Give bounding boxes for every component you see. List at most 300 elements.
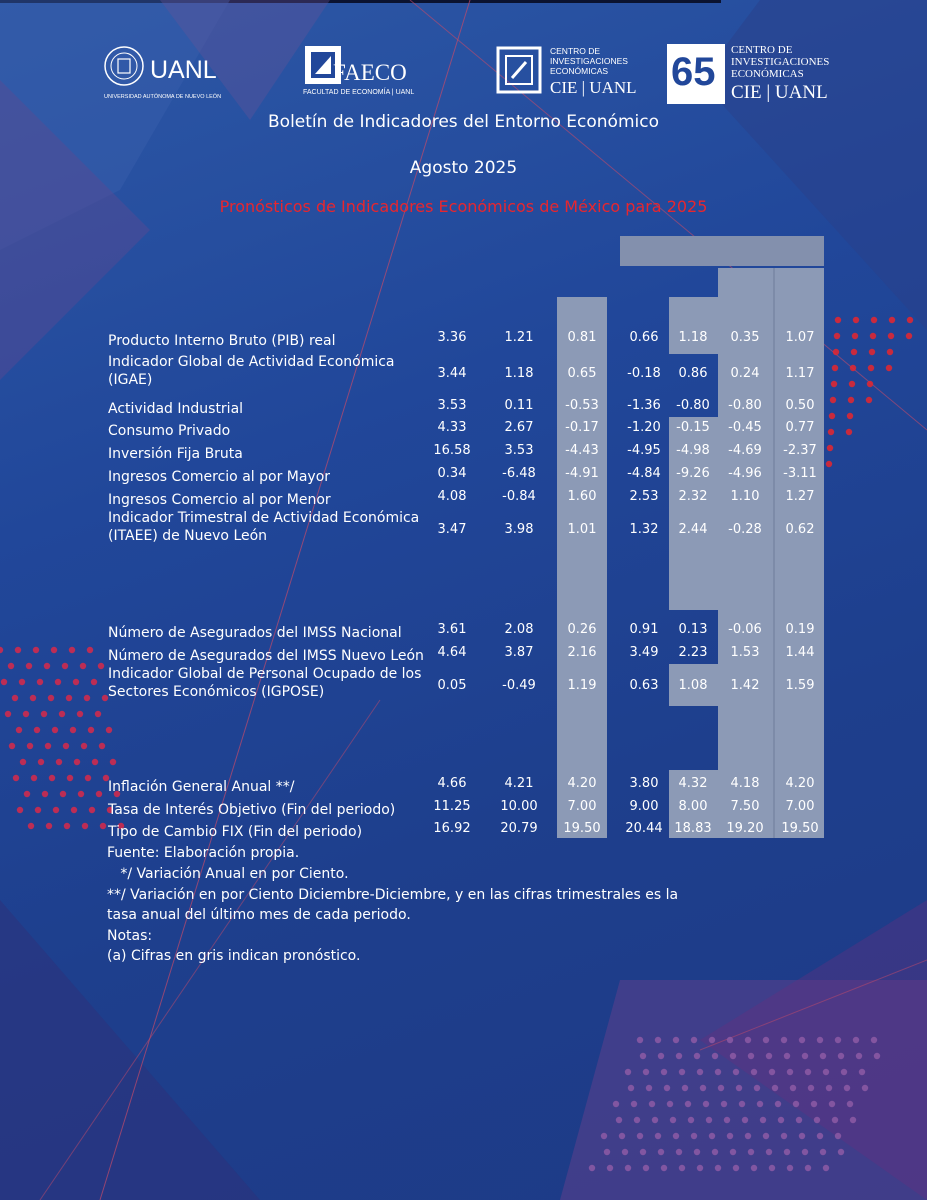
value-cell: 0.63 (629, 678, 659, 693)
decorative-dot (835, 1133, 841, 1139)
decorative-dot (715, 1069, 721, 1075)
decorative-dot (0, 647, 3, 653)
decorative-dot (739, 1101, 745, 1107)
indicator-label (108, 353, 428, 389)
decorative-dot (831, 381, 837, 387)
decorative-dot (673, 1037, 679, 1043)
faeco-wordmark: FAECO (333, 60, 407, 85)
decorative-dot (748, 1149, 754, 1155)
indicator-label-line: Sectores Económicos (IGPOSE) (108, 684, 325, 700)
value-cell: -4.91 (565, 466, 599, 481)
value-cell: 0.26 (567, 622, 597, 637)
cie-line-2: INVESTIGACIONES (550, 56, 628, 66)
decorative-dot (607, 1165, 613, 1171)
decorative-dot (682, 1085, 688, 1091)
decorative-dot (640, 1149, 646, 1155)
indicator-label-line: Inversión Fija Bruta (108, 446, 243, 462)
decorative-dot (67, 775, 73, 781)
decorative-dot (41, 711, 47, 717)
decorative-dot (63, 743, 69, 749)
decorative-dot (793, 1101, 799, 1107)
value-cell: -0.15 (676, 420, 710, 435)
cie-wordmark: CIE | UANL (550, 78, 637, 97)
value-cell: 19.50 (563, 821, 601, 836)
decorative-dot (27, 743, 33, 749)
decorative-dot (81, 743, 87, 749)
decorative-dot (30, 695, 36, 701)
decorative-dot (796, 1117, 802, 1123)
decorative-dot (906, 333, 912, 339)
decorative-dot (823, 1069, 829, 1075)
value-cell: 0.50 (785, 398, 815, 413)
decorative-dot (751, 1069, 757, 1075)
decorative-dot (87, 647, 93, 653)
decorative-dot (604, 1149, 610, 1155)
decorative-dot (649, 1101, 655, 1107)
value-cell: 1.07 (785, 330, 815, 345)
note-line: **/ Variación en por Ciento Diciembre-Diciembre, y en las cifras trimestrales es la (107, 887, 679, 903)
decorative-dot (646, 1085, 652, 1091)
decorative-dot (71, 807, 77, 813)
decorative-dot (23, 711, 29, 717)
value-cell: -6.48 (502, 466, 536, 481)
value-cell: -1.20 (627, 420, 661, 435)
indicator-label (108, 491, 428, 509)
decorative-dot (95, 711, 101, 717)
decorative-dot (802, 1149, 808, 1155)
value-cell: 4.08 (437, 489, 467, 504)
decorative-dot (42, 791, 48, 797)
decorative-dot (870, 333, 876, 339)
decorative-dot (625, 1069, 631, 1075)
decorative-dot (670, 1117, 676, 1123)
value-cell: 3.61 (437, 622, 467, 637)
decorative-dot (13, 775, 19, 781)
value-cell: 20.79 (500, 821, 538, 836)
decorative-dot (622, 1149, 628, 1155)
decorative-dot (851, 349, 857, 355)
decorative-dot (848, 397, 854, 403)
indicator-label-line: Indicador Trimestral de Actividad Económica (108, 510, 420, 526)
indicator-label-line: Ingresos Comercio al por Mayor (108, 469, 331, 485)
value-cell: -0.53 (565, 398, 599, 413)
value-cell: 0.13 (678, 622, 708, 637)
value-cell: 0.24 (730, 366, 760, 381)
cie65-lines (731, 44, 829, 80)
value-cell: 2.44 (678, 522, 708, 537)
indicator-label-line: (IGAE) (108, 372, 153, 388)
decorative-dot (790, 1085, 796, 1091)
decorative-dot (35, 807, 41, 813)
decorative-dot (99, 743, 105, 749)
indicator-label (108, 422, 428, 440)
value-cell: 0.05 (437, 678, 467, 693)
decorative-dot (834, 333, 840, 339)
value-cell: -3.11 (783, 466, 817, 481)
decorative-dot (616, 1117, 622, 1123)
decorative-dot (718, 1085, 724, 1091)
value-cell: 0.62 (785, 522, 815, 537)
cie65-wordmark: CIE | UANL (731, 82, 828, 103)
value-cell: 0.91 (629, 622, 659, 637)
value-cell: 3.80 (629, 776, 659, 791)
decorative-dot (888, 333, 894, 339)
value-cell: 3.36 (437, 330, 467, 345)
decorative-dot (715, 1165, 721, 1171)
value-cell: 1.53 (730, 645, 760, 660)
decorative-dot (742, 1117, 748, 1123)
decorative-dot (691, 1133, 697, 1139)
quarter-header-band (620, 236, 824, 266)
decorative-dot (8, 663, 14, 669)
decorative-dot (847, 1101, 853, 1107)
note-line: tasa anual del último mes de cada periodo. (107, 907, 411, 923)
decorative-dot (869, 349, 875, 355)
decorative-dot (830, 397, 836, 403)
decorative-dot (781, 1133, 787, 1139)
decorative-dot (637, 1037, 643, 1043)
decorative-dot (45, 743, 51, 749)
indicator-label-line: Indicador Global de Personal Ocupado de los (108, 666, 422, 682)
decorative-dot (847, 413, 853, 419)
decorative-dot (766, 1149, 772, 1155)
column-separator (773, 268, 775, 838)
decorative-dot (850, 1117, 856, 1123)
decorative-dot (772, 1085, 778, 1091)
value-cell: -4.69 (728, 443, 762, 458)
decorative-dot (80, 663, 86, 669)
decorative-dot (833, 349, 839, 355)
decorative-dot (838, 1053, 844, 1059)
decorative-dot (640, 1053, 646, 1059)
decorative-dot (828, 429, 834, 435)
value-cell: 4.20 (567, 776, 597, 791)
decorative-dot (871, 317, 877, 323)
value-cell: 10.00 (500, 799, 538, 814)
decorative-dot (706, 1117, 712, 1123)
decorative-dot (89, 807, 95, 813)
indicator-label-line: Actividad Industrial (108, 401, 244, 417)
uanl-seal-icon (104, 42, 144, 90)
decorative-dot (74, 759, 80, 765)
decorative-dot (862, 1085, 868, 1091)
decorative-dot (613, 1101, 619, 1107)
decorative-dot (625, 1165, 631, 1171)
decorative-dot (77, 711, 83, 717)
value-cell: 11.25 (433, 799, 471, 814)
value-cell: -2.37 (783, 443, 817, 458)
decorative-dot (16, 727, 22, 733)
value-cell: 18.83 (674, 821, 712, 836)
decorative-dot (661, 1069, 667, 1075)
decorative-dot (721, 1101, 727, 1107)
indicator-label-line: Ingresos Comercio al por Menor (108, 492, 331, 508)
value-cell: 7.00 (785, 799, 815, 814)
value-cell: -4.96 (728, 466, 762, 481)
decorative-dot (33, 647, 39, 653)
decorative-dot (62, 663, 68, 669)
indicator-label-line: (ITAEE) de Nuevo León (108, 528, 268, 544)
decorative-dot (667, 1101, 673, 1107)
decorative-dot (805, 1165, 811, 1171)
decorative-dot (787, 1069, 793, 1075)
decorative-dot (84, 695, 90, 701)
value-cell: 19.50 (781, 821, 819, 836)
decorative-dot (823, 1165, 829, 1171)
decorative-dot (781, 1037, 787, 1043)
value-cell: 1.42 (730, 678, 760, 693)
decorative-dot (15, 647, 21, 653)
decorative-dot (736, 1085, 742, 1091)
decorative-dot (814, 1117, 820, 1123)
decorative-dot (658, 1053, 664, 1059)
indicator-label-line: Número de Asegurados del IMSS Nuevo León (108, 648, 424, 664)
decorative-dot (700, 1085, 706, 1091)
value-cell: 19.20 (726, 821, 764, 836)
value-cell: 1.59 (785, 678, 815, 693)
value-cell: 4.64 (437, 645, 467, 660)
value-cell: 3.87 (504, 645, 534, 660)
value-cell: 2.23 (678, 645, 708, 660)
decorative-dot (817, 1133, 823, 1139)
decorative-dot (808, 1085, 814, 1091)
decorative-dot (110, 759, 116, 765)
decorative-dot (763, 1133, 769, 1139)
decorative-dot (637, 1133, 643, 1139)
value-cell: 1.10 (730, 489, 760, 504)
decorative-dot (652, 1117, 658, 1123)
value-cell: -4.95 (627, 443, 661, 458)
decorative-dot (664, 1085, 670, 1091)
decorative-dot (829, 1101, 835, 1107)
decorative-dot (769, 1069, 775, 1075)
forecast-cell-q2 (669, 297, 718, 354)
decorative-dot (832, 365, 838, 371)
indicator-label (108, 801, 428, 819)
value-cell: -0.80 (676, 398, 710, 413)
indicator-label-line: Producto Interno Bruto (PIB) real (108, 333, 336, 349)
value-cell: -4.98 (676, 443, 710, 458)
value-cell: 0.65 (567, 366, 597, 381)
value-cell: 2.32 (678, 489, 708, 504)
decorative-dot (760, 1117, 766, 1123)
decorative-dot (886, 365, 892, 371)
indicator-label-line: Inflación General Anual **/ (108, 779, 295, 795)
decorative-dot (874, 1053, 880, 1059)
decorative-dot (846, 429, 852, 435)
decorative-dot (799, 1133, 805, 1139)
value-cell: 16.58 (433, 443, 471, 458)
decorative-dot (44, 663, 50, 669)
decorative-dot (70, 727, 76, 733)
decorative-dot (34, 727, 40, 733)
decorative-dot (853, 317, 859, 323)
decorative-dot (98, 663, 104, 669)
decorative-dot (5, 711, 11, 717)
decorative-dot (59, 711, 65, 717)
decorative-dot (859, 1069, 865, 1075)
decorative-dot (867, 381, 873, 387)
decorative-dot (658, 1149, 664, 1155)
decorative-dot (754, 1085, 760, 1091)
decorative-dot (655, 1133, 661, 1139)
decorative-dot (643, 1069, 649, 1075)
value-cell: 1.60 (567, 489, 597, 504)
decorative-dot (31, 775, 37, 781)
bulletin-date: Agosto 2025 (409, 158, 518, 178)
decorative-dot (643, 1165, 649, 1171)
decorative-dot (78, 791, 84, 797)
decorative-dot (887, 349, 893, 355)
cie-lines (550, 46, 628, 76)
cie-emblem-icon (496, 46, 542, 94)
decorative-dot (49, 775, 55, 781)
decorative-dot (787, 1165, 793, 1171)
value-cell: 1.32 (629, 522, 659, 537)
decorative-dot (19, 679, 25, 685)
decorative-dot (868, 365, 874, 371)
value-cell: -0.84 (502, 489, 536, 504)
decorative-dot (866, 397, 872, 403)
indicator-label (108, 665, 428, 701)
value-cell: 0.81 (567, 330, 597, 345)
decorative-dot (37, 679, 43, 685)
decorative-dot (850, 365, 856, 371)
decorative-dot (676, 1149, 682, 1155)
value-cell: 0.35 (730, 330, 760, 345)
decorative-dot (811, 1101, 817, 1107)
decorative-dot (805, 1069, 811, 1075)
decorative-dot (724, 1117, 730, 1123)
indicator-label (108, 778, 428, 796)
decorative-dot (1, 679, 7, 685)
value-cell: 1.08 (678, 678, 708, 693)
note-line: Fuente: Elaboración propia. (107, 845, 300, 861)
decorative-dot (769, 1165, 775, 1171)
faeco-subtitle: FACULTAD DE ECONOMÍA | UANL (303, 89, 415, 96)
indicator-label (108, 647, 428, 665)
decorative-dot (88, 727, 94, 733)
decorative-dot (697, 1165, 703, 1171)
decorative-dot (802, 1053, 808, 1059)
uanl-subtitle: UNIVERSIDAD AUTÓNOMA DE NUEVO LEÓN (104, 94, 222, 100)
decorative-dot (751, 1165, 757, 1171)
decorative-dot (64, 823, 70, 829)
uanl-wordmark: UANL (150, 56, 217, 84)
decorative-dot (712, 1149, 718, 1155)
value-cell: 20.44 (625, 821, 663, 836)
value-cell: -0.06 (728, 622, 762, 637)
note-line: Notas: (107, 928, 153, 944)
value-cell: 1.44 (785, 645, 815, 660)
indicator-label (108, 509, 428, 545)
decorative-dot (733, 1069, 739, 1075)
decorative-dot (676, 1053, 682, 1059)
value-cell: 7.00 (567, 799, 597, 814)
decorative-dot (589, 1165, 595, 1171)
decorative-dot (712, 1053, 718, 1059)
value-cell: 0.11 (504, 398, 534, 413)
value-cell: -0.45 (728, 420, 762, 435)
table-subtitle: Pronósticos de Indicadores Económicos de México para 2025 (219, 197, 708, 216)
decorative-dot (852, 333, 858, 339)
value-cell: 0.66 (629, 330, 659, 345)
decorative-dot (748, 1053, 754, 1059)
value-cell: 1.19 (567, 678, 597, 693)
cie65-logo (667, 44, 837, 106)
decorative-dot (73, 679, 79, 685)
decorative-dot (849, 381, 855, 387)
decorative-dot (697, 1069, 703, 1075)
decorative-dot (730, 1149, 736, 1155)
value-cell: -0.49 (502, 678, 536, 693)
decorative-dot (730, 1053, 736, 1059)
value-cell: 1.21 (504, 330, 534, 345)
cie65-number: 65 (671, 50, 716, 94)
decorative-dot (52, 727, 58, 733)
indicator-label (108, 332, 428, 350)
value-cell: 1.01 (567, 522, 597, 537)
decorative-dot (38, 759, 44, 765)
decorative-dot (709, 1133, 715, 1139)
decorative-dot (655, 1037, 661, 1043)
forecast-columns-q3-q4 (718, 268, 824, 838)
decorative-dot (56, 759, 62, 765)
decorative-dot (820, 1053, 826, 1059)
decorative-dot (661, 1165, 667, 1171)
value-cell: 2.16 (567, 645, 597, 660)
decorative-dot (829, 413, 835, 419)
value-cell: 4.32 (678, 776, 708, 791)
value-cell: 3.53 (504, 443, 534, 458)
value-cell: 8.00 (678, 799, 708, 814)
decorative-dot (778, 1117, 784, 1123)
value-cell: 16.92 (433, 821, 471, 836)
value-cell: 1.18 (678, 330, 708, 345)
value-cell: -0.18 (627, 366, 661, 381)
decorative-dot (763, 1037, 769, 1043)
cie65-line-1: CENTRO DE (731, 44, 793, 56)
decorative-dot (727, 1037, 733, 1043)
decorative-dot (69, 647, 75, 653)
decorative-dot (688, 1117, 694, 1123)
decorative-dot (835, 1037, 841, 1043)
decorative-dot (12, 695, 18, 701)
decorative-dot (757, 1101, 763, 1107)
decorative-dot (631, 1101, 637, 1107)
value-cell: 9.00 (629, 799, 659, 814)
value-cell: 2.08 (504, 622, 534, 637)
decorative-dot (46, 823, 52, 829)
decorative-dot (766, 1053, 772, 1059)
decorative-dot (85, 775, 91, 781)
cie-logo (496, 46, 646, 106)
decorative-dot (733, 1165, 739, 1171)
value-cell: -9.26 (676, 466, 710, 481)
value-cell: 3.44 (437, 366, 467, 381)
dot-pattern-left (0, 647, 124, 829)
decorative-dot (91, 679, 97, 685)
value-cell: 4.33 (437, 420, 467, 435)
decorative-dot (745, 1133, 751, 1139)
decorative-dot (703, 1101, 709, 1107)
indicator-label-line: Tipo de Cambio FIX (Fin del periodo) (108, 824, 363, 840)
decorative-dot (694, 1149, 700, 1155)
value-cell: 1.18 (504, 366, 534, 381)
value-cell: 3.47 (437, 522, 467, 537)
value-cell: 2.67 (504, 420, 534, 435)
cie-line-3: ECONÓMICAS (550, 66, 609, 76)
